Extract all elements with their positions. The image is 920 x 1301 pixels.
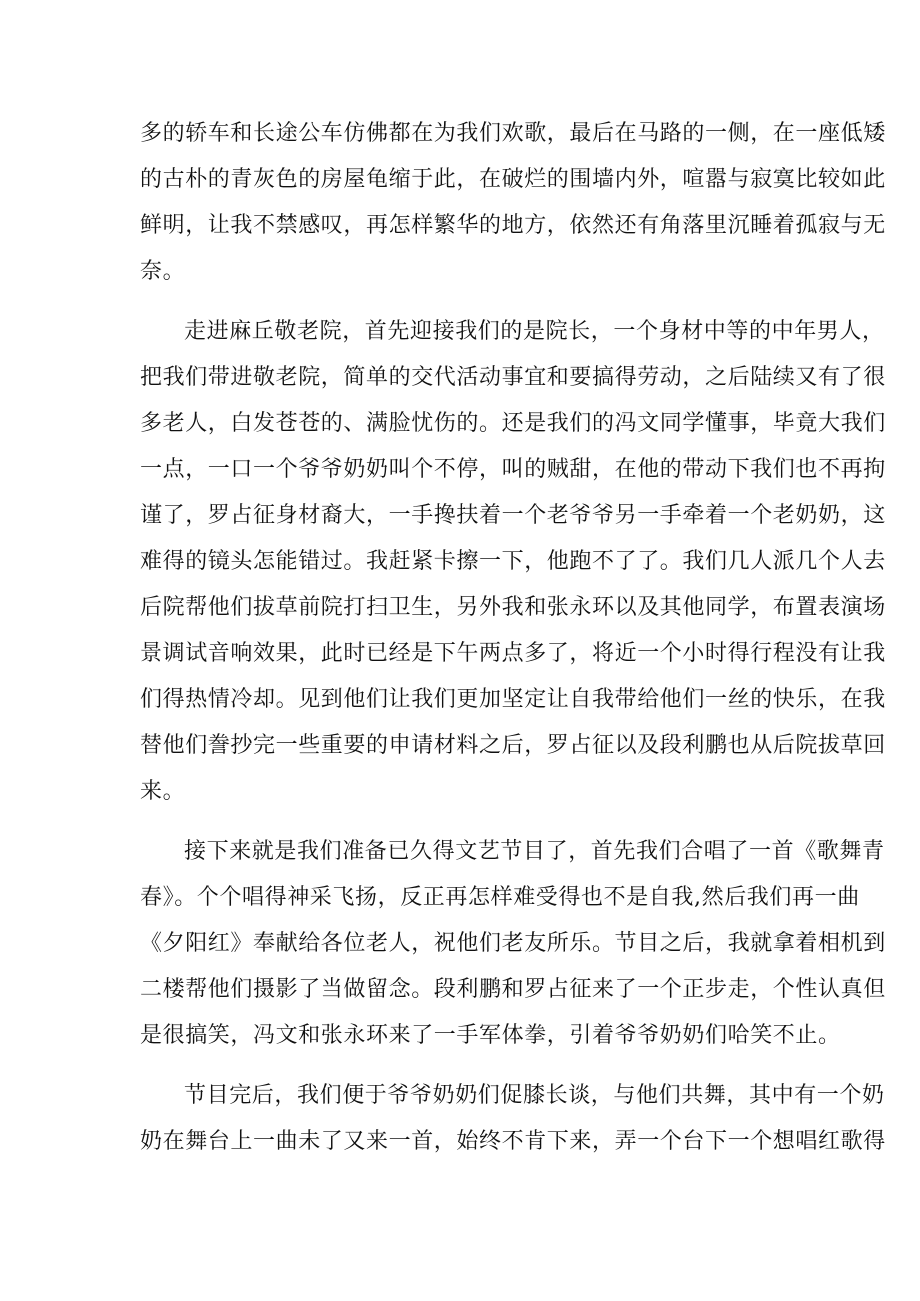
text-line: 走进麻丘敬老院，首先迎接我们的是院长，一个身材中等的中年男人，	[184, 319, 885, 344]
paragraph-3	[140, 829, 886, 1059]
text-line: 替他们誊抄完一些重要的申请材料之后，罗占征以及段利鹏也从后院拔草回	[140, 733, 886, 758]
paragraph-2	[140, 309, 886, 815]
text-line: 谨了，罗占征身材裔大，一手搀扶着一个老爷爷另一手牵着一个老奶奶，这	[140, 503, 886, 528]
text-line: 多老人，白发苍苍的、满脸忧伤的。还是我们的冯文同学懂事，毕竟大我们	[140, 411, 886, 436]
text-line: 们得热情冷却。见到他们让我们更加坚定让自我带给他们一丝的快乐，在我	[140, 687, 886, 712]
text-line: 景调试音响效果，此时已经是下午两点多了，将近一个小时得行程没有让我	[140, 641, 886, 666]
paragraph-1	[140, 111, 886, 295]
text-line: 来。	[140, 779, 186, 804]
paragraph-4	[140, 1073, 886, 1165]
text-line: 一点，一口一个爷爷奶奶叫个不停，叫的贼甜，在他的带动下我们也不再拘	[140, 457, 886, 482]
text-line: 多的轿车和长途公车仿佛都在为我们欢歌，最后在马路的一侧，在一座低矮	[140, 121, 886, 146]
text-line: 把我们带进敬老院，简单的交代活动事宜和要搞得劳动，之后陆续又有了很	[140, 365, 886, 390]
text-line: 二楼帮他们摄影了当做留念。段利鹏和罗占征来了一个正步走，个性认真但	[140, 977, 886, 1002]
text-line: 鲜明，让我不禁感叹，再怎样繁华的地方，依然还有角落里沉睡着孤寂与无	[140, 213, 886, 238]
text-line: 是很搞笑，冯文和张永环来了一手军体拳，引着爷爷奶奶们哈笑不止。	[140, 1023, 841, 1048]
text-line: 的古朴的青灰色的房屋龟缩于此，在破烂的围墙内外，喧嚣与寂寞比较如此	[140, 167, 886, 192]
text-line: 春》。个个唱得神采飞扬，反正再怎样难受得也不是自我,然后我们再一曲	[140, 885, 860, 910]
text-line: 后院帮他们拔草前院打扫卫生，另外我和张永环以及其他同学，布置表演场	[140, 595, 886, 620]
text-line: 节目完后，我们便于爷爷奶奶们促膝长谈，与他们共舞，其中有一个奶	[184, 1083, 885, 1108]
text-line: 难得的镜头怎能错过。我赶紧卡擦一下，他跑不了了。我们几人派几个人去	[140, 549, 886, 574]
text-line: 奈。	[140, 259, 186, 284]
document-body	[140, 111, 886, 1179]
text-line: 奶在舞台上一曲未了又来一首，始终不肯下来，弄一个台下一个想唱红歌得	[140, 1129, 886, 1154]
text-line: 《夕阳红》奉献给各位老人，祝他们老友所乐。节目之后，我就拿着相机到	[140, 931, 886, 956]
text-line: 接下来就是我们准备已久得文艺节目了，首先我们合唱了一首《歌舞青	[184, 839, 885, 864]
